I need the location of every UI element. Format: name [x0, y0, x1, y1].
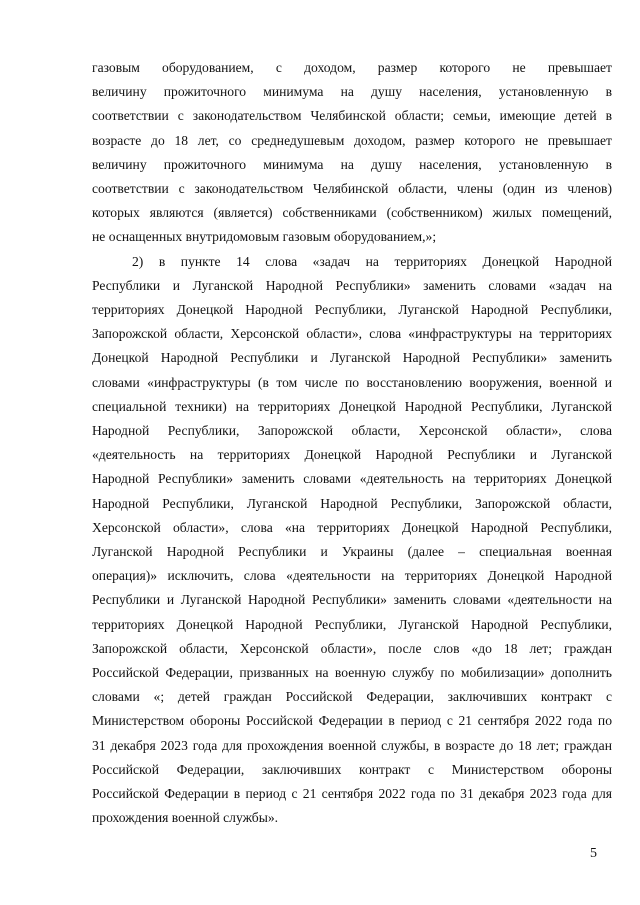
- text-line: Народной Республики, Запорожской области, Херсонской области», слова: [92, 423, 612, 439]
- text-line: Российской Федерации, заключивших контракт с Министерством обороны: [92, 761, 612, 777]
- text-line: которых являются (является) собственниками (собственником) жилых помещений,: [92, 205, 612, 221]
- text-line: Народной Республики» заменить словами «деятельность на территориях Донецкой: [92, 471, 612, 487]
- text-line: операция)» исключить, слова «деятельности на территориях Донецкой Народной: [92, 568, 612, 584]
- text-line: не оснащенных внутридомовым газовым оборудованием,»;: [92, 229, 437, 245]
- text-line: Республики и Луганской Народной Республики» заменить словами «задач на: [92, 277, 612, 293]
- text-line: Луганской Народной Республики и Украины (далее – специальная военная: [92, 544, 612, 560]
- text-line: территориях Донецкой Народной Республики, Луганской Народной Республики,: [92, 616, 612, 632]
- text-line: газовым оборудованием, с доходом, размер которого не превышает: [92, 60, 612, 75]
- paragraph-item-2: [92, 250, 612, 831]
- text-line: Республики и Луганской Народной Республики» заменить словами «деятельности на: [92, 592, 612, 608]
- text-line: Запорожской области, Херсонской области», после слов «до 18 лет; граждан: [92, 640, 612, 656]
- text-line: словами «инфраструктуры (в том числе по восстановлению вооружения, военной и: [92, 374, 612, 390]
- paragraph-continuation: [92, 56, 612, 250]
- text-line: Министерством обороны Российской Федерации в период с 21 сентября 2022 года по: [92, 713, 612, 729]
- text-line: Херсонской области», слова «на территориях Донецкой Народной Республики,: [92, 519, 612, 535]
- text-line: 2) в пункте 14 слова «задач на территориях Донецкой Народной: [132, 253, 612, 269]
- text-line: словами «; детей граждан Российской Федерации, заключивших контракт с: [92, 689, 612, 705]
- text-line: территориях Донецкой Народной Республики, Луганской Народной Республики,: [92, 302, 612, 318]
- text-line: Народной Республики, Луганской Народной Республики, Запорожской области,: [92, 495, 612, 511]
- document-page: [92, 56, 612, 831]
- text-line: величину прожиточного минимума на душу населения, установленную в: [92, 156, 612, 172]
- text-line: соответствии с законодательством Челябинской области; семьи, имеющие детей в: [92, 108, 612, 124]
- text-line: прохождения военной службы».: [92, 810, 279, 826]
- page-number: 5: [590, 846, 597, 861]
- text-line: специальной техники) на территориях Донецкой Народной Республики, Луганской: [92, 398, 612, 414]
- text-line: возрасте до 18 лет, со среднедушевым доходом, размер которого не превышает: [92, 132, 612, 148]
- text-line: соответствии с законодательством Челябинской области, члены (один из членов): [92, 181, 612, 197]
- text-line: «деятельность на территориях Донецкой Народной Республики и Луганской: [92, 447, 612, 463]
- text-line: Донецкой Народной Республики и Луганской Народной Республики» заменить: [92, 350, 612, 366]
- text-line: Запорожской области, Херсонской области», слова «инфраструктуры на территориях: [92, 326, 612, 342]
- text-line: Российской Федерации, призванных на военную службу по мобилизации» дополнить: [92, 665, 612, 681]
- text-line: Российской Федерации в период с 21 сентября 2022 года по 31 декабря 2023 года для: [92, 786, 612, 802]
- text-line: величину прожиточного минимума на душу населения, установленную в: [92, 84, 612, 100]
- text-line: 31 декабря 2023 года для прохождения военной службы, в возрасте до 18 лет; граждан: [92, 737, 612, 753]
